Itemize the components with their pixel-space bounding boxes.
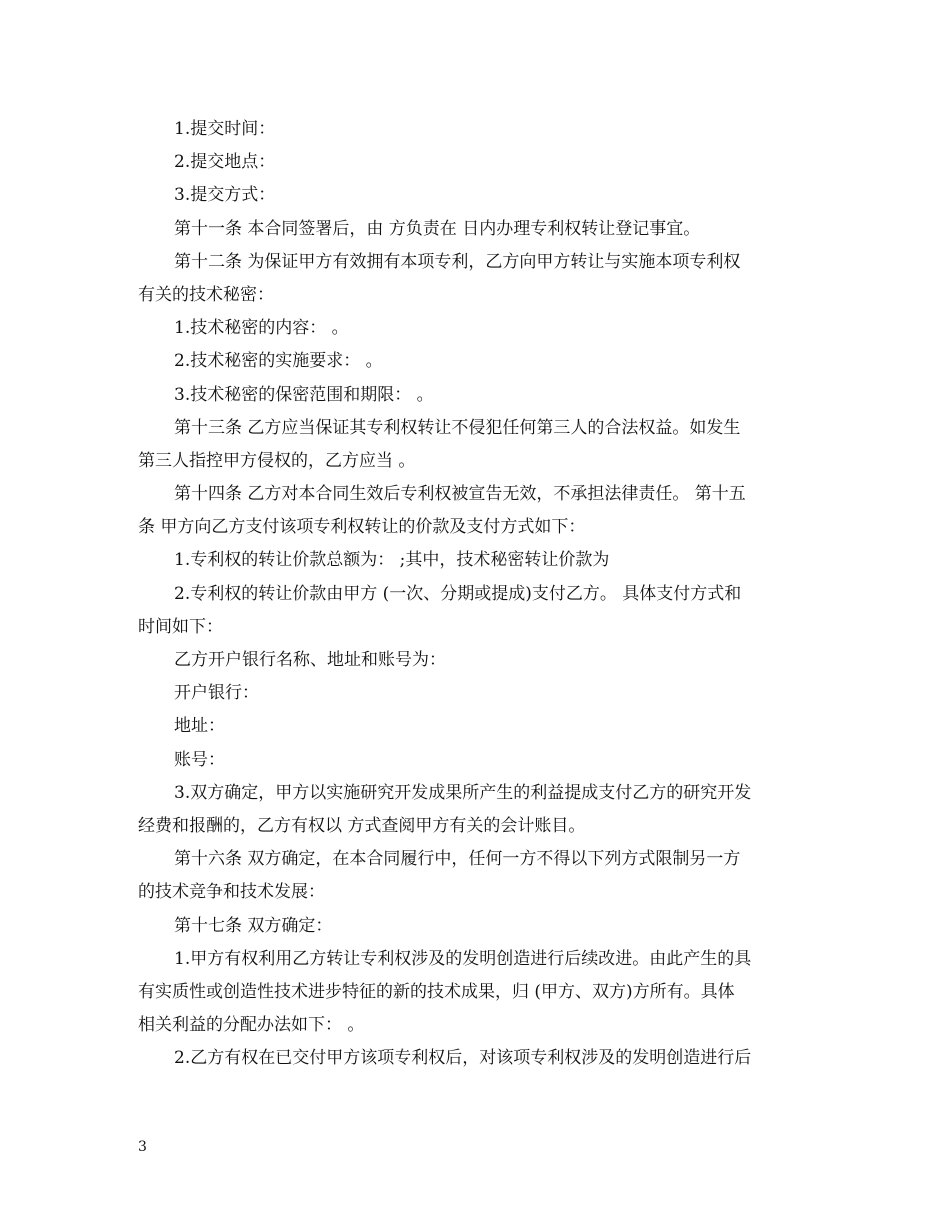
text-line: 3.技术秘密的保密范围和期限： 。 xyxy=(174,384,434,405)
text-line: 的技术竞争和技术发展： xyxy=(138,882,325,903)
text-line: 第十三条 乙方应当保证其专利权转让不侵犯任何第三人的合法权益。如发生 xyxy=(174,417,741,438)
text-line: 有关的技术秘密： xyxy=(138,284,274,305)
text-line: 3.双方确定，甲方以实施研究开发成果所产生的利益提成支付乙方的研究开发 xyxy=(174,782,752,803)
text-line: 账号： xyxy=(174,749,225,770)
text-line: 相关利益的分配办法如下： 。 xyxy=(138,1015,365,1036)
text-line: 1.甲方有权利用乙方转让专利权涉及的发明创造进行后续改进。由此产生的具 xyxy=(174,948,752,969)
text-line: 2.乙方有权在已交付甲方该项专利权后，对该项专利权涉及的发明创造进行后 xyxy=(174,1048,752,1069)
text-line: 第十六条 双方确定，在本合同履行中，任何一方不得以下列方式限制另一方 xyxy=(174,849,741,870)
text-line: 时间如下： xyxy=(138,616,223,637)
text-line: 1.技术秘密的内容： 。 xyxy=(174,318,349,339)
text-line: 乙方开户银行名称、地址和账号为： xyxy=(174,650,446,670)
text-line: 2.技术秘密的实施要求： 。 xyxy=(174,351,383,372)
text-line: 第三人指控甲方侵权的，乙方应当 。 xyxy=(138,450,416,471)
text-line: 2.提交地点： xyxy=(174,152,276,173)
text-line: 第十四条 乙方对本合同生效后专利权被宣告无效，不承担法律责任。 第十五 xyxy=(174,484,746,505)
text-line: 有实质性或创造性技术进步特征的新的技术成果，归 (甲方、双方)方所有。具体 xyxy=(138,981,735,1002)
page-number: 3 xyxy=(138,1139,147,1155)
text-line: 开户银行： xyxy=(174,683,259,704)
text-line: 经费和报酬的，乙方有权以 方式查阅甲方有关的会计账目。 xyxy=(138,815,586,836)
text-line: 第十七条 双方确定： xyxy=(174,915,333,936)
text-line: 第十一条 本合同签署后，由 方负责在 日内办理专利权转让登记事宜。 xyxy=(174,218,701,239)
text-line: 条 甲方向乙方支付该项专利权转让的价款及支付方式如下： xyxy=(138,517,586,538)
text-line: 第十二条 为保证甲方有效拥有本项专利，乙方向甲方转让与实施本项专利权 xyxy=(174,251,741,272)
text-line: 1.提交时间： xyxy=(174,119,276,139)
text-line: 1.专利权的转让价款总额为： ;其中，技术秘密转让价款为 xyxy=(174,550,610,571)
text-line: 2.专利权的转让价款由甲方 (一次、分期或提成)支付乙方。 具体支付方式和 xyxy=(174,583,742,604)
document-body xyxy=(138,113,814,1075)
text-line: 3.提交方式： xyxy=(174,185,276,206)
text-line: 地址： xyxy=(174,716,225,737)
